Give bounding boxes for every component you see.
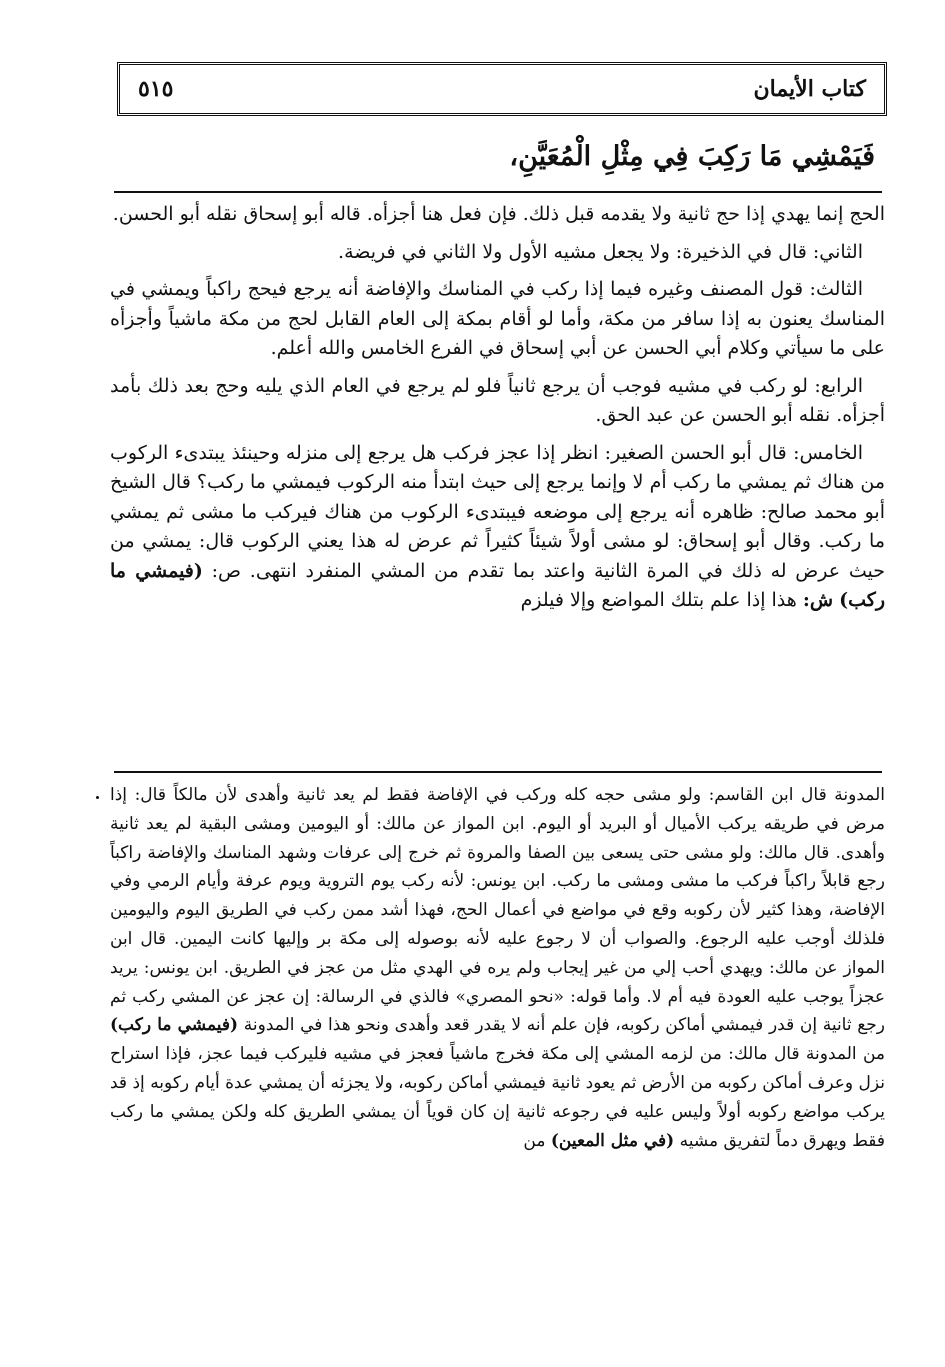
footnote-text: المدونة قال ابن القاسم: ولو مشى حجه كله وركب في الإفاضة فقط لم يعد ثانية وأهدى لأن مالكاً قال: إذا مرض في طريقه يركب الأميال أو البريد أو اليوم. ابن المواز عن مالك: أو اليومين ومشى البقية لم يعد ثانية وأهدى. قال مالك: ولو مشى حتى يسعى بين الصفا والمروة ثم خرج إلى عرفات وشهد المناسك والإفاضة راكباً رجع قابلاً راكباً فركب ما مشى ومشى ما ركب. ابن يونس: لأنه ركب يوم التروية ويوم عرفة وأيام الرمي وفي الإفاضة، وهذا كثير لأن ركوبه وقع في مواضع في أعمال الحج، فهذا أشد ممن ركب في الطريق اليوم واليومين فلذلك أوجب عليه الرجوع. والصواب أن لا رجوع عليه لأنه بوصوله إلى مكة بر وإليها كانت اليمين. قال ابن المواز عن مالك: ويهدي أحب إلي من غير إيجاب ولم يره في الهدي مثل من عجز في الطريق. ابن يونس: يريد عجزاً يوجب عليه العودة فيه أم لا. وأما قوله: «نحو المصري» فالذي في الرسالة: إن عجز عن المشي ركب ثم رجع ثانية إن قدر فيمشي أماكن ركوبه، فإن علم أنه لا يقدر قعد وأهدى ونحو هذا في المدونة <box>110 785 886 1036</box>
commentary-paragraph: الثاني: قال في الذخيرة: ولا يجعل مشيه الأول ولا الثاني في فريضة. <box>338 240 863 263</box>
footnote-text: من المدونة قال مالك: من لزمه المشي إلى مكة فخرج ماشياً فعجز في مشيه فليركب فيما عجز، فإذا استراح نزل وعرف أماكن ركوبه من الأرض ثم يعود ثانية فيمشي أماكن ركوبه، ولا يجزئه أن يمشي عدة أيام ركوبه إذ قد يركب مواضع ركوبه أولاً وليس عليه في رجوعه ثانية إن كان قوياً أن يمشي الطريق كله ولكن يمشي ما ركب فقط ويهرق دماً لتفريق مشيه <box>110 1044 885 1151</box>
footnote-quote: (في مثل المعين) <box>550 1130 675 1151</box>
footnotes-body <box>110 781 885 1155</box>
commentary-body <box>110 200 885 624</box>
page-number: ٥١٥ <box>138 76 174 102</box>
top-divider <box>114 191 882 193</box>
page-header <box>117 62 887 116</box>
commentary-paragraph: الثالث: قول المصنف وغيره فيما إذا ركب في المناسك والإفاضة أنه يرجع فيحج راكباً ويمشي في المناسك يعنون به إذا سافر من مكة، وأما لو أقام بمكة إلى العام القابل لحج من مكة ماشياً وأجزأه على ما سيأتي وكلام أبي الحسن عن أبي إسحاق في الفرع الخامس والله أعلم. <box>110 278 885 359</box>
commentary-paragraph <box>110 439 885 616</box>
commentary-paragraph: الرابع: لو ركب في مشيه فوجب أن يرجع ثانياً فلو لم يرجع في العام الذي يليه وحج بعد ذلك بأمد أجزأه. نقله أبو الحسن عن عبد الحق. <box>110 374 885 426</box>
matn-text: فَيَمْشِي مَا رَكِبَ فِي مِثْلِ الْمُعَيَّنِ، <box>509 141 875 172</box>
quoted-matn: (فيمشي ما ركب) <box>110 559 885 611</box>
footnote-text: من <box>523 1130 546 1151</box>
sharh-marker: ش: <box>802 589 834 611</box>
commentary-text: الخامس: قال أبو الحسن الصغير: انظر إذا عجز فركب هل يرجع إلى منزله وحينئذ يبتدىء الركوب من هناك ثم يمشي ما ركب أم لا وإنما يرجع إلى حيث ابتدأ منه الركوب فيمشي ما ركب؟ قال الشيخ أبو محمد صالح: ظاهره أنه يرجع إلى موضعه فيبتدىء الركوب من هناك فيركب ما مشى ثم يمشي ما ركب. وقال أبو إسحاق: لو مشى أولاً شيئاً كثيراً ثم عرض له هذا يعني الركوب قال: يمشي من حيث عرض له ذلك في المرة الثانية واعتد بما تقدم من المشي المنفرد انتهى. ص: <box>110 441 885 582</box>
footnote-paragraph <box>110 781 885 1155</box>
footnote-quote: (فيمشي ما ركب) <box>110 1015 239 1036</box>
book-title: كتاب الأيمان <box>753 76 866 102</box>
margin-dot <box>96 796 99 799</box>
footnote-divider <box>114 771 882 773</box>
commentary-text: هذا إذا علم بتلك المواضع وإلا فيلزم <box>520 589 797 611</box>
commentary-paragraph: الحج إنما يهدي إذا حج ثانية ولا يقدمه قبل ذلك. فإن فعل هنا أجزأه. قاله أبو إسحاق نقله أبو الحسن. <box>112 203 885 225</box>
